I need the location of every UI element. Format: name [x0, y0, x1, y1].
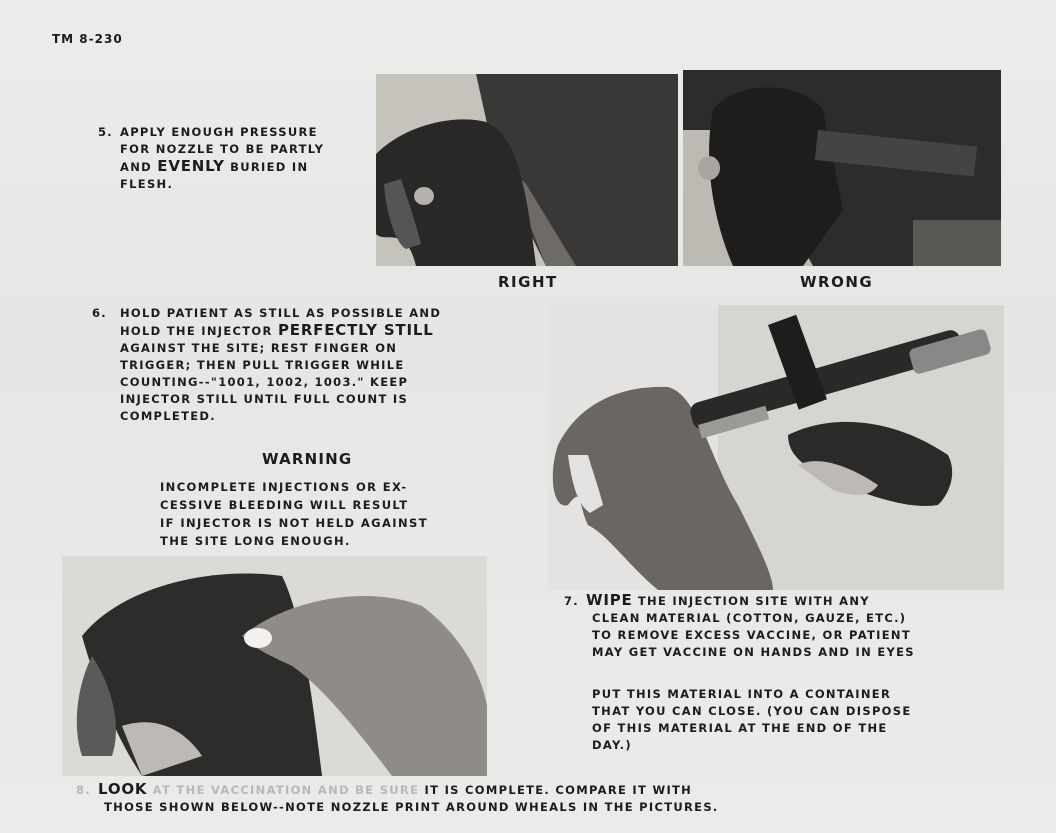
step-6-number: 6. [92, 306, 107, 320]
step-5-line: FLESH. [120, 177, 174, 191]
step-8-line: IT IS COMPLETE. COMPARE IT WITH [424, 783, 693, 797]
warning-line: THE SITE LONG ENOUGH. [160, 534, 351, 548]
step-6-line: AGAINST THE SITE; REST FINGER ON [120, 341, 398, 355]
step-8-line: THOSE SHOWN BELOW--NOTE NOZZLE PRINT AROUND WHEALS IN THE PICTURES. [104, 800, 719, 814]
step-7-line: MAY GET VACCINE ON HANDS AND IN EYES [592, 645, 915, 659]
step-7-dispose-line: OF THIS MATERIAL AT THE END OF THE [592, 721, 888, 735]
step-6-line: HOLD THE INJECTOR [120, 324, 273, 338]
step-8-text [76, 781, 719, 816]
wipe-image [62, 556, 487, 776]
warning-line: CESSIVE BLEEDING WILL RESULT [160, 498, 409, 512]
step-8-number: 8. [76, 783, 91, 797]
caption-right: RIGHT [498, 273, 558, 291]
photo-wrong-technique [683, 70, 1001, 266]
warning-line: INCOMPLETE INJECTIONS OR EX- [160, 480, 408, 494]
step-7-dispose-line: THAT YOU CAN CLOSE. (YOU CAN DISPOSE [592, 704, 912, 718]
photo-right-image [376, 74, 678, 266]
step-5-line: FOR NOZZLE TO BE PARTLY [120, 142, 325, 156]
step-7-emphasis: WIPE [586, 591, 633, 609]
caption-wrong: WRONG [800, 273, 874, 291]
photo-injector-on-arm [548, 305, 1004, 590]
document-code: TM 8-230 [52, 32, 123, 46]
step-5-text [98, 124, 324, 193]
injector-image [548, 305, 1004, 590]
step-7-line: TO REMOVE EXCESS VACCINE, OR PATIENT [592, 628, 911, 642]
step-7-line: CLEAN MATERIAL (COTTON, GAUZE, ETC.) [592, 611, 907, 625]
warning-title: WARNING [262, 450, 353, 468]
step-5-line: APPLY ENOUGH PRESSURE [120, 125, 318, 139]
step-5-number: 5. [98, 125, 113, 139]
step-5-emphasis: EVENLY [157, 157, 225, 175]
step-7-dispose-line: DAY.) [592, 738, 632, 752]
step-6-line: INJECTOR STILL UNTIL FULL COUNT IS [120, 392, 409, 406]
photo-right-technique [376, 74, 678, 266]
warning-body [160, 478, 480, 550]
step-6-line: TRIGGER; THEN PULL TRIGGER WHILE [120, 358, 405, 372]
step-6-line: HOLD PATIENT AS STILL AS POSSIBLE AND [120, 306, 442, 320]
step-8-emphasis: LOOK [98, 780, 148, 798]
step-7-text [564, 592, 915, 661]
step-5-line: BURIED IN [230, 160, 309, 174]
warning-line: IF INJECTOR IS NOT HELD AGAINST [160, 516, 428, 530]
step-6-emphasis: PERFECTLY STILL [277, 321, 434, 339]
photo-wrong-image [683, 70, 1001, 266]
step-7-number: 7. [564, 594, 579, 608]
photo-wipe-injection-site [62, 556, 487, 776]
step-5-line: AND [120, 160, 152, 174]
step-6-text [92, 305, 441, 425]
step-6-line: COMPLETED. [120, 409, 216, 423]
step-8-faded-text: AT THE VACCINATION AND BE SURE [152, 783, 420, 797]
step-7-dispose-text [592, 686, 911, 754]
step-7-line: THE INJECTION SITE WITH ANY [637, 594, 870, 608]
step-7-dispose-line: PUT THIS MATERIAL INTO A CONTAINER [592, 687, 892, 701]
step-6-line: COUNTING--"1001, 1002, 1003." KEEP [120, 375, 409, 389]
